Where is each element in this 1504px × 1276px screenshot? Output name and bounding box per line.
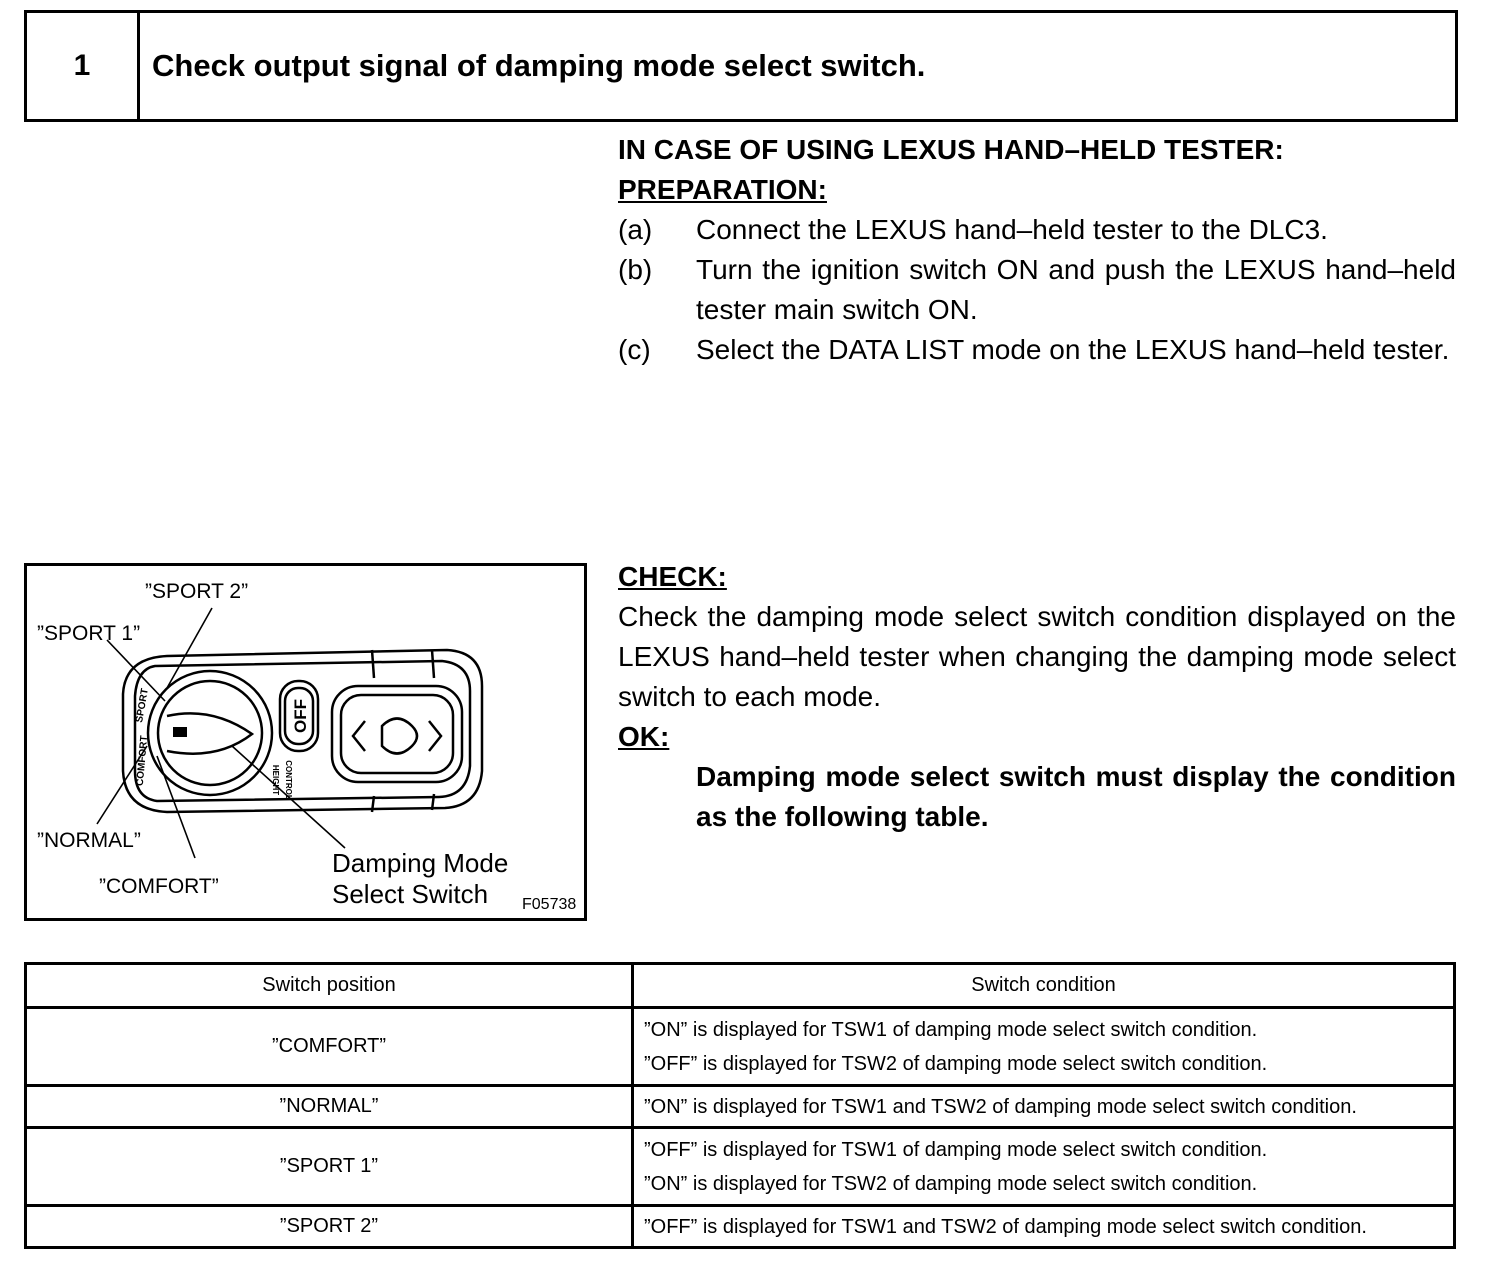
- header-switch-condition: Switch condition: [633, 964, 1455, 1008]
- prep-item-b: [618, 250, 1456, 330]
- prep-item-label: (c): [618, 334, 651, 365]
- step-header: [24, 10, 1458, 122]
- preparation-heading: PREPARATION:: [618, 174, 827, 205]
- check-text: Check the damping mode select switch condition displayed on the LEXUS hand–held tester when changing the damping mode select switch to each mode.: [618, 601, 1456, 712]
- figure-code: F05738: [522, 896, 577, 913]
- label-sport2: ”SPORT 2”: [145, 580, 249, 603]
- prep-item-text: Connect the LEXUS hand–held tester to the DLC3.: [696, 214, 1328, 245]
- dial-indicator: [173, 727, 187, 737]
- table-row: [26, 1008, 1455, 1086]
- dial-comfort-text: COMFORT: [134, 735, 151, 787]
- label-comfort: ”COMFORT”: [99, 875, 219, 898]
- condition-line: ”ON” is displayed for TSW1 and TSW2 of damping mode select switch condition.: [644, 1095, 1357, 1118]
- ok-heading: OK:: [618, 721, 670, 752]
- step-number: 1: [27, 13, 140, 119]
- condition-line: ”OFF” is displayed for TSW2 of damping mode select switch condition.: [644, 1052, 1268, 1075]
- table-row: [26, 1206, 1455, 1248]
- row-position: ”SPORT 1”: [26, 1128, 633, 1206]
- condition-line: ”ON” is displayed for TSW2 of damping mode select switch condition.: [644, 1172, 1258, 1195]
- row-condition: [633, 1086, 1455, 1128]
- prep-item-text: Select the DATA LIST mode on the LEXUS hand–held tester.: [696, 334, 1450, 365]
- height-label: HEIGHT: [271, 764, 280, 796]
- table-header-row: [26, 964, 1455, 1008]
- control-label: CONTROL: [284, 760, 293, 800]
- label-switch: [332, 848, 508, 910]
- prep-item-label: (a): [618, 214, 653, 245]
- prep-item-c: [618, 330, 1456, 370]
- prep-item-a: [618, 210, 1456, 250]
- prep-item-label: (b): [618, 254, 653, 285]
- row-position: ”COMFORT”: [26, 1008, 633, 1086]
- row-condition: [633, 1008, 1455, 1086]
- row-condition: [633, 1128, 1455, 1206]
- label-sport1: ”SPORT 1”: [37, 622, 141, 645]
- condition-table: [24, 962, 1456, 1249]
- label-switch-line2: Select Switch: [332, 879, 489, 909]
- label-normal: ”NORMAL”: [37, 829, 141, 852]
- check-heading: CHECK:: [618, 561, 727, 592]
- dial-sport-text: SPORT: [134, 687, 151, 724]
- switch-figure: [24, 563, 587, 921]
- header-switch-position: Switch position: [26, 964, 633, 1008]
- ok-text: Damping mode select switch must display the condition as the following table.: [696, 761, 1456, 832]
- condition-line: ”OFF” is displayed for TSW1 and TSW2 of damping mode select switch condition.: [644, 1215, 1367, 1238]
- row-condition: [633, 1206, 1455, 1248]
- prep-item-text: Turn the ignition switch ON and push the LEXUS hand–held tester main switch ON.: [696, 254, 1456, 325]
- table-row: [26, 1128, 1455, 1206]
- condition-line: ”ON” is displayed for TSW1 of damping mode select switch condition.: [644, 1018, 1258, 1041]
- label-switch-line1: Damping Mode: [332, 848, 509, 878]
- step-title: Check output signal of damping mode select switch.: [152, 48, 926, 83]
- table-row: [26, 1086, 1455, 1128]
- case-heading: IN CASE OF USING LEXUS HAND–HELD TESTER:: [618, 134, 1284, 165]
- row-position: ”NORMAL”: [26, 1086, 633, 1128]
- off-button-label: OFF: [291, 699, 310, 733]
- condition-line: ”OFF” is displayed for TSW1 of damping mode select switch condition.: [644, 1138, 1268, 1161]
- row-position: ”SPORT 2”: [26, 1206, 633, 1248]
